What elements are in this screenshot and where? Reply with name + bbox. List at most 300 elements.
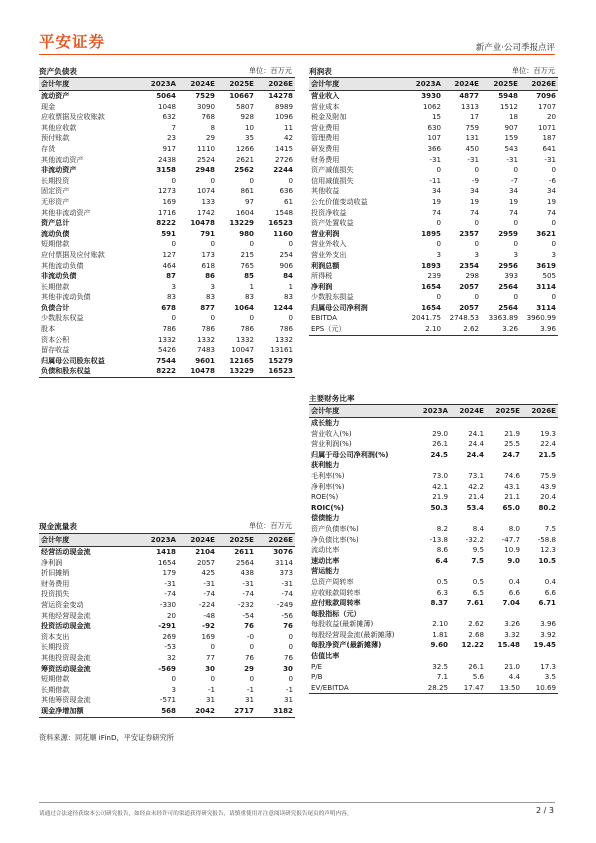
ratios-value-cell: 42.1 [432,481,448,491]
balance-sheet-row-label: 非流动资产 [41,165,77,175]
ratios-value-cell [486,566,522,577]
ratios-value-cell: 0.4 [508,576,520,586]
ratios-row [309,429,558,440]
cash-flow-row [39,600,295,611]
cash-flow-value-cell: -74 [281,589,293,599]
ratios-value-cell: 8.2 [436,523,448,533]
ratios-value-cell: 75.9 [540,470,556,480]
income-statement-value-cell: 3114 [536,281,556,291]
balance-sheet-value-cell: 215 [240,249,254,259]
cash-flow-title: 现金流量表 [39,522,77,531]
cash-flow-header-row [39,534,295,547]
balance-sheet-unit: 单位：百万元 [248,66,292,75]
ratios-value-cell: 24.4 [466,449,484,459]
cash-flow-value-cell: 438 [240,568,254,578]
cash-flow-header-cell: 2026E [256,534,295,547]
balance-sheet-value-cell: 1716 [157,207,176,217]
income-statement-value-cell: 759 [465,122,479,132]
cash-flow-value-cell: -0 [246,631,254,641]
balance-sheet-value-cell: 29 [205,133,215,143]
income-statement-value-cell: -9 [471,175,479,185]
cash-flow-row [39,558,295,569]
ratios-value-cell: 21.9 [504,428,520,438]
balance-sheet-value-cell: 917 [162,143,176,153]
income-statement-row [309,250,558,261]
balance-sheet-value-cell: 3 [210,281,215,291]
balance-sheet-row-label: 其他非流动资产 [41,207,91,217]
balance-sheet-table [39,77,295,378]
ratios-row-label: 净负债比率(%) [311,534,359,544]
ratios-value-cell: 5.6 [472,672,484,682]
balance-sheet-value-cell: 5807 [235,101,254,111]
income-statement-value-cell: 1893 [421,260,441,270]
ratios-value-cell: 7.5 [544,523,556,533]
cash-flow-value-cell: 31 [244,695,254,705]
balance-sheet-header-cell: 会计年度 [39,78,139,91]
page-number: 2 / 3 [536,806,554,815]
balance-sheet-row-label: 留存收益 [41,345,70,355]
balance-sheet-row [39,261,295,272]
balance-sheet-value-cell: 10478 [190,218,215,228]
balance-sheet-value-cell: 42 [283,133,293,143]
cash-flow-row-label: 投资损失 [41,589,70,599]
balance-sheet-value-cell: 83 [283,292,293,302]
balance-sheet-value-cell: 786 [201,324,215,334]
balance-sheet-value-cell: 1110 [196,143,215,153]
ratios-value-cell: 3.92 [540,629,556,639]
income-statement-value-cell: 3930 [421,91,441,100]
ratios-value-cell: 22.4 [540,439,556,449]
balance-sheet-value-cell: 3090 [196,101,215,111]
ratios-value-cell: 6.71 [538,598,556,608]
ratios-value-cell: 17.3 [540,661,556,671]
balance-sheet-value-cell: 84 [283,271,293,281]
cash-flow-row [39,547,295,558]
balance-sheet-value-cell: 10667 [229,91,254,100]
data-source-note: 资料来源：同花顺 iFinD，平安证券研究所 [39,733,174,742]
balance-sheet-row-label: 其他流动资产 [41,154,84,164]
ratios-value-cell: 43.1 [504,481,520,491]
income-statement-value-cell: -31 [506,154,518,164]
balance-sheet-row [39,144,295,155]
cash-flow-unit: 单位：百万元 [248,521,292,530]
income-statement-row-label: 营业收入 [311,91,340,100]
balance-sheet-value-cell: 13229 [217,366,256,377]
income-statement-value-cell: 2057 [459,302,479,312]
income-statement-value-cell: 2354 [459,260,479,270]
income-statement-value-cell: 34 [546,186,556,196]
income-statement-row [309,261,558,272]
cash-flow-row [39,621,295,632]
balance-sheet-value-cell: 10 [244,122,254,132]
balance-sheet-value-cell: 2621 [235,154,254,164]
ratios-value-cell: 2.68 [468,629,484,639]
ratios-row-label: 每股经营现金流(最新摊薄) [311,629,395,639]
income-statement-header-cell: 2026E [520,78,558,91]
income-statement-header-row [309,78,558,91]
income-statement-value-cell: 2748.53 [449,313,479,323]
balance-sheet-value-cell: 0 [210,175,215,185]
income-statement-value-cell: 34 [469,186,479,196]
ratios-value-cell: 21.9 [432,492,448,502]
ratios-row [309,471,558,482]
cash-flow-value-cell: -53 [164,642,176,652]
balance-sheet-row [39,366,295,377]
ratios-value-cell: 6.5 [472,587,484,597]
income-statement-value-cell: 15 [431,112,441,122]
balance-sheet-value-cell: 632 [162,112,176,122]
ratios-value-cell: 43.9 [540,481,556,491]
balance-sheet-row-label: 存货 [41,143,56,153]
cash-flow-value-cell: 2564 [235,557,254,567]
balance-sheet-value-cell: 1742 [196,207,215,217]
ratios-row [309,640,558,651]
balance-sheet-value-cell: 786 [279,324,293,334]
ratios-row-label: 营业利润(%) [311,439,352,449]
income-statement-row [309,313,558,324]
cash-flow-header-cell: 2024E [178,534,217,547]
ratios-value-cell [486,460,522,471]
income-statement-value-cell: 2956 [498,260,518,270]
balance-sheet-value-cell: 0 [288,175,293,185]
cash-flow-value-cell: 425 [201,568,215,578]
income-statement-value-cell: 2057 [459,281,479,291]
ratios-row-label: 流动比率 [311,545,340,555]
cash-flow-value-cell: 2717 [217,706,256,717]
income-statement-row [309,91,558,102]
ratios-value-cell: 12.22 [461,640,484,650]
balance-sheet-row-label: 负债和股东权益 [39,366,139,377]
balance-sheet-value-cell: 791 [200,228,215,238]
income-statement-row-label: 营业成本 [311,101,340,111]
income-statement-value-cell: 74 [546,207,556,217]
balance-sheet-row-label: 现金 [41,101,56,111]
balance-sheet-value-cell: 765 [240,260,254,270]
cash-flow-row [39,642,295,653]
ratios-value-cell [412,418,450,429]
cash-flow-value-cell: -74 [242,589,254,599]
income-statement-row-label: 信用减值损失 [311,175,354,185]
ratios-row [309,630,558,641]
income-statement-value-cell: 34 [508,186,518,196]
ratios-value-cell: 74.6 [504,470,520,480]
cash-flow-row-label: 其他筹资现金流 [41,695,91,705]
balance-sheet-value-cell: 8 [210,122,215,132]
balance-sheet-value-cell: 1064 [234,302,254,312]
balance-sheet-value-cell: 678 [161,302,176,312]
income-statement-row [309,292,558,303]
income-statement-value-cell: 3621 [536,228,556,238]
balance-sheet-row-label: 流动资产 [41,91,70,100]
ratios-value-cell: 3.32 [504,629,520,639]
ratios-value-cell: 13.50 [486,683,522,694]
ratios-value-cell [412,566,450,577]
income-statement-value-cell: 1071 [537,122,556,132]
income-statement-row-label: 税金及附加 [311,112,347,122]
ratios-value-cell [412,609,450,620]
income-statement-value-cell: 74 [469,207,479,217]
balance-sheet-row [39,345,295,356]
balance-sheet-row-label: 少数股东权益 [41,313,84,323]
balance-sheet-value-cell: 7544 [156,355,176,365]
ratios-value-cell [522,609,558,620]
income-statement-row [309,165,558,176]
balance-sheet-value-cell: 87 [166,271,176,281]
income-statement-row [309,303,558,314]
footer-divider [39,802,555,803]
income-statement-value-cell: 17 [469,112,479,122]
balance-sheet-header-cell: 2023A [139,78,178,91]
balance-sheet-value-cell: 1244 [273,302,293,312]
ratios-row [309,418,558,429]
balance-sheet-value-cell: 0 [171,175,176,185]
income-statement-row [309,239,558,250]
cash-flow-row-label: 资本支出 [41,631,70,641]
income-statement-value-cell: -6 [548,175,556,185]
balance-sheet-value-cell: 2948 [195,165,215,175]
income-statement-table [309,77,558,336]
cash-flow-value-cell: 31 [205,695,215,705]
balance-sheet-value-cell: 0 [210,313,215,323]
income-statement-value-cell: 0 [551,239,556,249]
cash-flow-row [39,611,295,622]
ratios-row-label: 营运能力 [311,566,340,576]
ratios-value-cell: 4.4 [508,672,520,682]
balance-sheet-value-cell: 877 [200,302,215,312]
ratios-header-cell: 2024E [450,405,486,418]
income-statement-value-cell: 0 [474,292,479,302]
cash-flow-value-cell: -571 [159,695,176,705]
balance-sheet-value-cell: 83 [244,292,254,302]
cash-flow-value-cell: -1 [246,684,254,694]
ratios-row [309,598,558,609]
ratios-value-cell: 28.25 [412,683,450,694]
balance-sheet-row-label: 资本公积 [41,334,70,344]
cash-flow-value-cell: 0 [171,674,176,684]
balance-sheet-value-cell: 10478 [178,366,217,377]
balance-sheet-value-cell: 618 [201,260,215,270]
cash-flow-value-cell: -74 [164,589,176,599]
ratios-row [309,619,558,630]
income-statement-row-label: 营业费用 [311,122,340,132]
balance-sheet-header-row [39,78,295,91]
balance-sheet-value-cell: 5426 [157,345,176,355]
balance-sheet-value-cell: 1548 [274,207,293,217]
balance-sheet-value-cell: 3158 [156,165,176,175]
ratios-value-cell [522,460,558,471]
income-statement-value-cell: 107 [427,133,441,143]
ratios-header-row [309,405,558,418]
ratios-row-label: 资产负债率(%) [311,523,359,533]
cash-flow-value-cell: -74 [203,589,215,599]
income-statement-value-cell: 159 [504,133,518,143]
balance-sheet-value-cell: 85 [244,271,254,281]
balance-sheet-row [39,186,295,197]
balance-sheet-value-cell: 16523 [256,366,295,377]
income-statement-row [309,229,558,240]
balance-sheet-row-label: 资产总计 [41,218,70,228]
balance-sheet-value-cell: 83 [166,292,176,302]
cash-flow-value-cell: 3182 [256,706,295,717]
header-divider [39,54,555,55]
balance-sheet-value-cell: 83 [205,292,215,302]
cash-flow-value-cell: 568 [139,706,178,717]
ratios-value-cell [522,566,558,577]
cash-flow-value-cell: 32 [166,652,176,662]
balance-sheet-value-cell: 980 [239,228,254,238]
income-statement-value-cell: 20 [546,112,556,122]
ratios-row-label: 成长能力 [311,418,340,427]
balance-sheet-row [39,123,295,134]
brand-logo: 平安证券 [39,33,106,51]
income-statement-value-cell: 19 [431,196,441,206]
ratios-value-cell: 6.6 [544,587,556,597]
income-statement-value-cell: 3 [436,249,441,259]
ratios-row-label: 毛利率(%) [311,470,345,480]
balance-sheet-row-label: 非流动负债 [41,271,77,281]
balance-sheet-value-cell: 591 [161,228,176,238]
ratios-value-cell: 8.37 [430,598,448,608]
ratios-value-cell: 9.5 [472,545,484,555]
income-statement-row-label: 营业外收入 [311,239,347,249]
balance-sheet-row-label: 负债合计 [41,302,70,312]
balance-sheet-value-cell: 11 [283,122,293,132]
income-statement-row-label: 归属母公司净利润 [311,302,368,312]
balance-sheet-value-cell: 2524 [196,154,215,164]
ratios-value-cell: -47.7 [501,534,520,544]
cash-flow-row-label: 财务费用 [41,578,70,588]
income-statement-value-cell: -7 [510,175,518,185]
cash-flow-value-cell: 2104 [195,547,215,556]
ratios-row-label: 速动比率 [311,555,340,565]
income-statement-value-cell: 0 [551,292,556,302]
cash-flow-value-cell: -1 [207,684,215,694]
income-statement-value-cell: 0 [513,218,518,228]
cash-flow-table [39,533,295,718]
income-statement-value-cell: 2564 [498,281,518,291]
income-statement-value-cell: 5948 [498,91,518,100]
ratios-row [309,503,558,514]
ratios-row-label: 每股净资产(最新摊薄) [311,640,382,650]
income-statement-value-cell: 3.26 [481,324,520,335]
ratios-value-cell: 32.5 [432,661,448,671]
balance-sheet-value-cell: 3 [171,281,176,291]
ratios-row [309,588,558,599]
income-statement-header-cell: 会计年度 [309,78,404,91]
income-statement-row [309,144,558,155]
balance-sheet-value-cell: 13229 [229,218,254,228]
ratios-row [309,683,558,694]
ratios-value-cell [412,651,450,662]
income-statement-value-cell: 1313 [460,101,479,111]
ratios-value-cell: 80.2 [538,502,556,512]
ratios-value-cell: 21.4 [468,492,484,502]
income-statement-row [309,112,558,123]
balance-sheet-value-cell: 173 [201,249,215,259]
ratios-row [309,545,558,556]
income-statement-value-cell: 0 [513,165,518,175]
balance-sheet-value-cell: 1266 [235,143,254,153]
ratios-value-cell: 6.3 [436,587,448,597]
balance-sheet-value-cell: 7483 [196,345,215,355]
income-statement-value-cell: 2.10 [404,324,443,335]
income-statement-value-cell: 19 [508,196,518,206]
balance-sheet-value-cell: 906 [279,260,293,270]
cash-flow-value-cell: 0 [249,674,254,684]
ratios-title: 主要财务比率 [309,394,355,403]
cash-flow-value-cell: 0 [210,642,215,652]
income-statement-value-cell: 0 [474,218,479,228]
balance-sheet-value-cell: 0 [288,313,293,323]
balance-sheet-row-label: 长期投资 [41,175,70,185]
balance-sheet-row [39,271,295,282]
balance-sheet-value-cell: 7 [171,122,176,132]
cash-flow-row-label: 其他经营现金流 [41,610,91,620]
ratios-value-cell: 9.60 [430,640,448,650]
ratios-value-cell [450,460,486,471]
ratios-value-cell: 2.62 [468,619,484,629]
ratios-row [309,450,558,461]
income-statement-value-cell: 1062 [422,101,441,111]
ratios-row [309,492,558,503]
ratios-row [309,672,558,683]
ratios-value-cell: 26.1 [468,661,484,671]
ratios-value-cell: 0.4 [544,576,556,586]
balance-sheet-row-label: 其他应收款 [41,122,77,132]
ratios-value-cell: 24.4 [468,439,484,449]
ratios-row [309,460,558,471]
income-statement-value-cell: 0 [474,165,479,175]
balance-sheet-value-cell: 8222 [139,366,178,377]
balance-sheet-row [39,303,295,314]
cash-flow-value-cell: 2042 [178,706,217,717]
income-statement-row-label: 营业外支出 [311,249,347,259]
balance-sheet-row-label: 短期借款 [41,239,70,249]
cash-flow-value-cell: -56 [281,610,293,620]
balance-sheet-row [39,229,295,240]
cash-flow-value-cell: 29 [244,663,254,673]
ratios-value-cell: 50.3 [430,502,448,512]
balance-sheet-row [39,292,295,303]
ratios-value-cell: 3.5 [544,672,556,682]
ratios-value-cell: 21.0 [504,661,520,671]
balance-sheet-row [39,356,295,367]
balance-sheet-value-cell: 7529 [195,91,215,100]
balance-sheet-row [39,165,295,176]
balance-sheet-value-cell: 12165 [229,355,254,365]
balance-sheet-value-cell: 2726 [274,154,293,164]
balance-sheet-row [39,250,295,261]
ratios-row-label: 总资产周转率 [311,576,354,586]
balance-sheet-value-cell: 10047 [231,345,254,355]
ratios-row-label: 估值比率 [311,651,340,661]
income-statement-row-label: 营业利润 [311,228,340,238]
cash-flow-value-cell: -31 [203,578,215,588]
income-statement-row [309,102,558,113]
balance-sheet-value-cell: 1160 [273,228,293,238]
cash-flow-value-cell: 3076 [273,547,293,556]
cash-flow-value-cell: 30 [205,663,215,673]
cash-flow-row [39,589,295,600]
income-statement-row [309,186,558,197]
balance-sheet-value-cell: 2562 [234,165,254,175]
income-statement-value-cell: 450 [465,143,479,153]
balance-sheet-value-cell: 8989 [274,101,293,111]
balance-sheet-value-cell: 133 [201,196,215,206]
income-statement-row [309,282,558,293]
ratios-value-cell [450,513,486,524]
income-statement-value-cell: 3 [513,249,518,259]
